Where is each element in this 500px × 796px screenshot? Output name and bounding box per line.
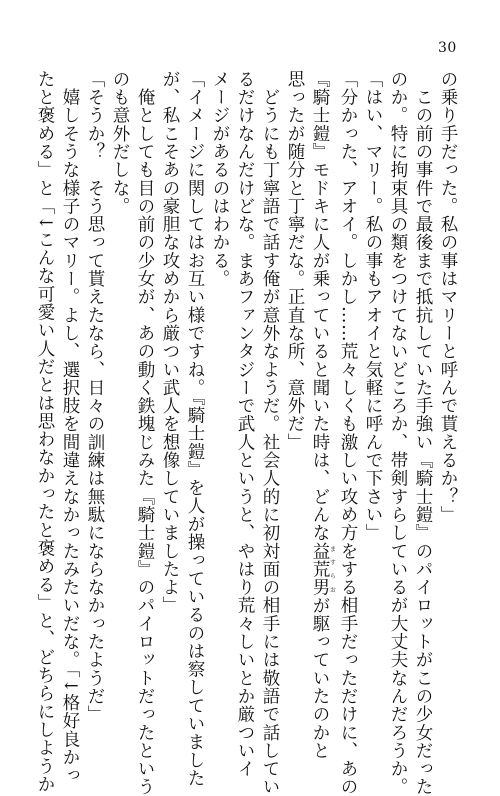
text-line: メージがあるのはわかる。 [210, 70, 230, 288]
page-number: 30 [438, 40, 457, 56]
text-line: 「イメージに関してはお互い様ですね。『騎士鎧』を人が操っているのは察していました [185, 70, 205, 788]
text-line: のも意外だしな。 [110, 70, 130, 216]
text-line: 思ったが随分と丁寧だな。正直な所、意外だ」 [285, 70, 305, 452]
text-line: 「分かった、アオイ。しかし……荒々しくも激しい攻め方をする相手だっただけに、あの [338, 70, 358, 796]
ruby-reading: ますらお [328, 541, 336, 597]
text-line: の乗り手だった。私の事はマリーと呼んで貰えるか？」 [438, 70, 458, 524]
text-line: のか。特に拘束具の類をつけてないどころか、帯剣すらしているが大丈夫なんだろうか。 [388, 70, 408, 796]
text-line: 嬉しそうな様子のマリー。よし、選択肢を間違えなかったみたいだな。「↓格好良かっ [60, 70, 80, 785]
text-line: どうにも丁寧語で話す俺が意外なようだ。社会人的に初対面の相手には敬語で話してい [260, 70, 280, 796]
text-segment: が駆っていたのかと [310, 596, 330, 760]
vertical-text-block [32, 70, 460, 796]
ruby-word [310, 541, 336, 597]
text-line: が、私こそあの豪胆な攻めから厳つい武人を想像していましたよ」 [160, 70, 180, 615]
text-line: たと褒める」と「↓こんな可愛い人だとは思わなかったと褒める」と、どちらにしようか [35, 70, 55, 794]
text-line: 「はい、マリー。私の事もアオイと気軽に呼んで下さい」 [363, 70, 383, 542]
ruby-base: 益荒男 [310, 541, 330, 597]
text-line: 俺としても目の前の少女が、あの動く鉄塊じみた『騎士鎧』のパイロットだったという [135, 70, 155, 796]
text-line-with-ruby [307, 70, 336, 760]
text-line: るだけなんだけどな。まあファンタジーで武人というと、やはり荒々しいとか厳ついイ [235, 70, 255, 778]
text-line: この前の事件で最後まで抵抗していた手強い『騎士鎧』のパイロットがこの少女だった [413, 70, 433, 796]
text-segment: 『騎士鎧』モドキに人が乗っていると聞いた時は、どんな [310, 70, 330, 542]
text-line: 「そうか？ そう思って貰えたなら、日々の訓練は無駄にならなかったようだ」 [85, 70, 105, 724]
